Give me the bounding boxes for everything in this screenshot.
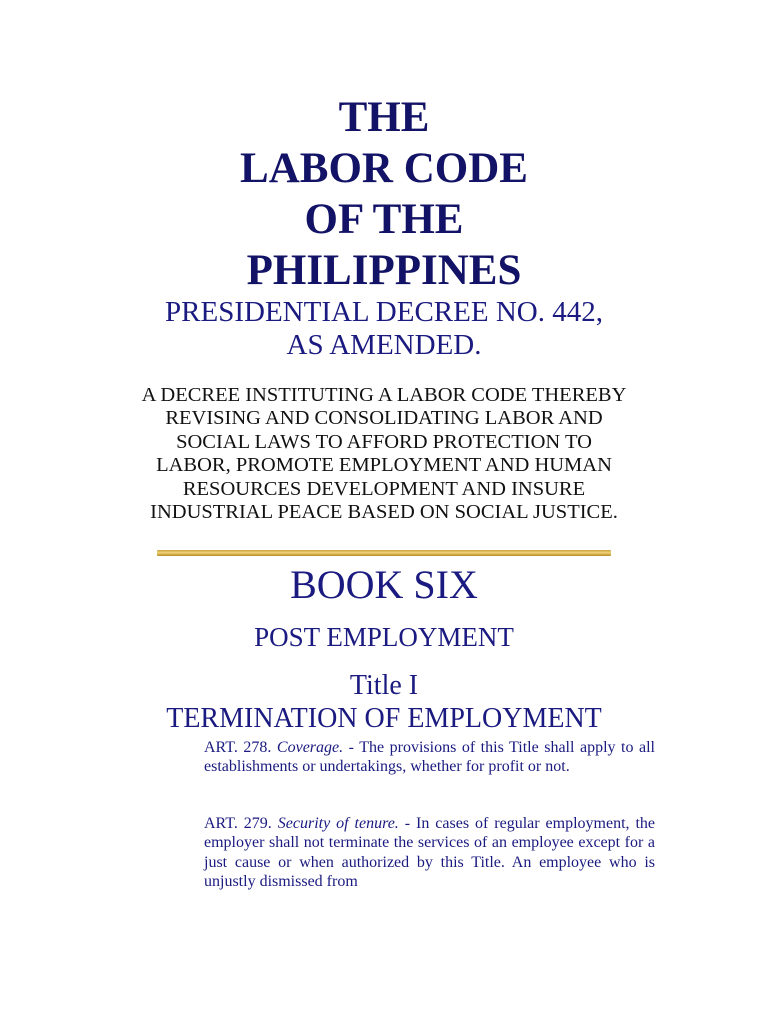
decree-heading bbox=[0, 296, 768, 362]
title-name: TERMINATION OF EMPLOYMENT bbox=[166, 703, 602, 734]
description-line-4: LABOR, PROMOTE EMPLOYMENT AND HUMAN bbox=[156, 454, 612, 477]
decree-description bbox=[98, 384, 670, 524]
decree-line-2: AS AMENDED. bbox=[286, 329, 482, 361]
description-line-6: INDUSTRIAL PEACE BASED ON SOCIAL JUSTICE. bbox=[150, 501, 618, 524]
description-line-2: REVISING AND CONSOLIDATING LABOR AND bbox=[165, 407, 603, 430]
title-number: Title I bbox=[349, 670, 419, 701]
description-line-5: RESOURCES DEVELOPMENT AND INSURE bbox=[182, 477, 586, 500]
book-subheading: POST EMPLOYMENT bbox=[254, 622, 514, 652]
article-title: Security of tenure. bbox=[277, 815, 399, 832]
title-line-4: PHILIPPINES bbox=[246, 247, 522, 294]
gold-divider bbox=[157, 550, 611, 556]
article-text: - The provisions of this Title shall apply to all establishments or undertakings, whether for profit or not. bbox=[204, 739, 656, 776]
document-title bbox=[0, 92, 768, 296]
title-line-2: LABOR CODE bbox=[240, 145, 528, 192]
article-title: Coverage. bbox=[276, 739, 344, 756]
title-line-3: OF THE bbox=[304, 196, 464, 243]
title-line-1: THE bbox=[338, 94, 430, 141]
article-number: ART. 278. bbox=[204, 739, 272, 756]
article-278 bbox=[204, 738, 655, 777]
decree-line-1: PRESIDENTIAL DECREE NO. 442, bbox=[165, 296, 603, 328]
article-number: ART. 279. bbox=[204, 815, 272, 832]
book-heading: BOOK SIX bbox=[290, 562, 478, 607]
article-text: - In cases of regular employment, the employer shall not terminate the services of an employee except for a just cause or when authorized by this Title. An employee who is unjustly dismissed from bbox=[204, 815, 656, 890]
description-line-1: A DECREE INSTITUTING A LABOR CODE THEREBY bbox=[141, 384, 627, 406]
article-279 bbox=[204, 814, 655, 891]
description-line-3: SOCIAL LAWS TO AFFORD PROTECTION TO bbox=[176, 430, 592, 453]
